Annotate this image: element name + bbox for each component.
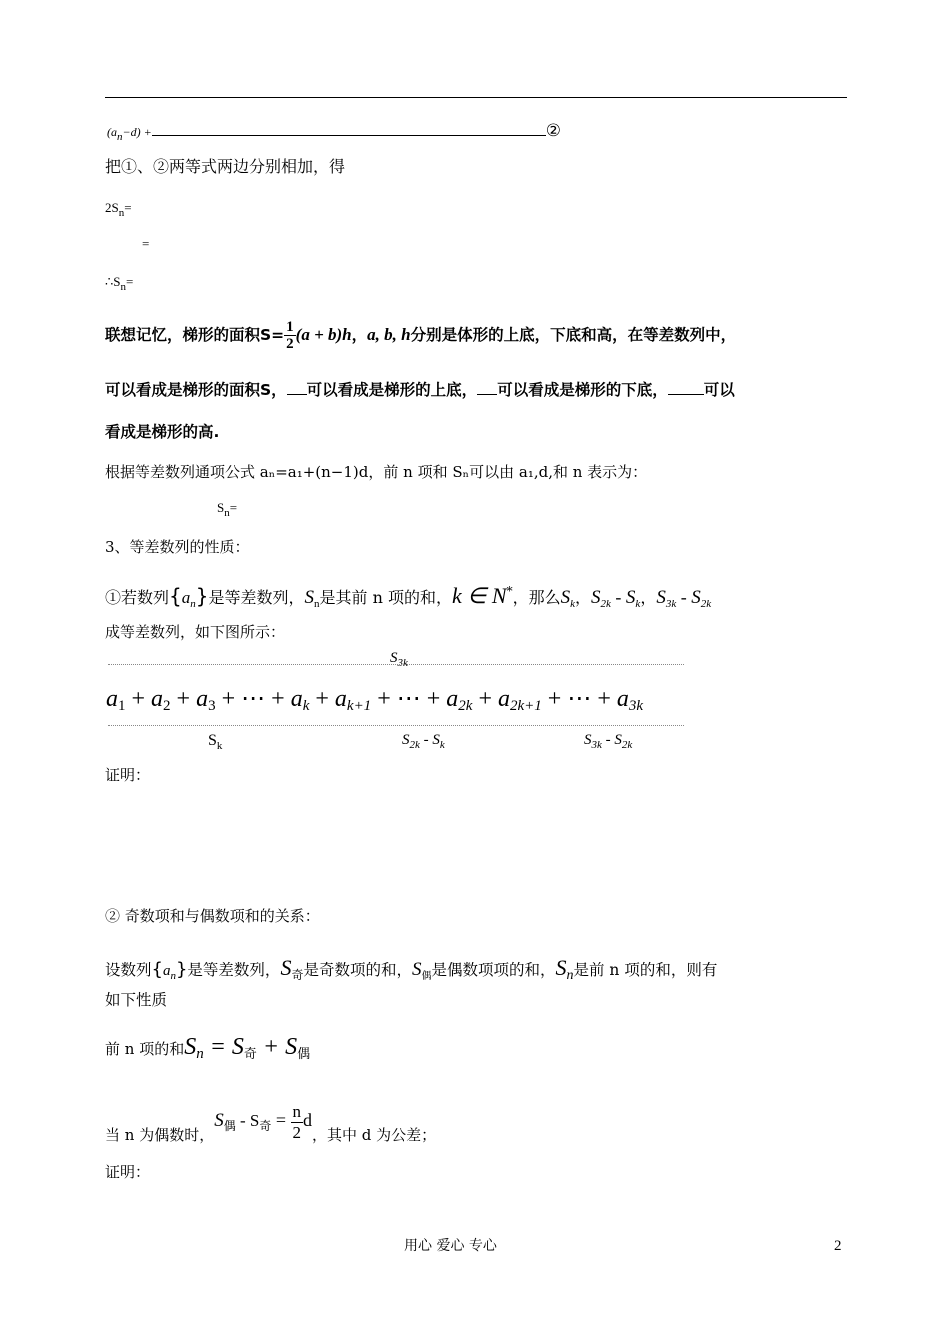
left-brace-icon: { — [169, 584, 182, 608]
n-over-2-fraction: $\frac{n}{2}$ — [292, 1101, 302, 1142]
trapezoid-analogy-line2: 可以看成是梯形的面积S， 可以看成是梯形的上底， 可以看成是梯形的下底， 可以 — [105, 381, 735, 399]
diagram-top-brace — [108, 664, 684, 674]
diagram-bottom-label-1: $S_k$ — [208, 732, 223, 752]
diagram-bottom-brace — [108, 720, 684, 726]
blank-bottom-base — [477, 381, 497, 395]
blank-underline — [152, 122, 546, 136]
blank-height — [668, 381, 704, 395]
header-rule — [105, 97, 847, 98]
right-brace-icon: } — [195, 584, 209, 608]
half-fraction: $\frac{1}{2}$ — [286, 319, 294, 352]
therefore-sn-line: $\therefore S_n=$ — [105, 274, 134, 293]
diagram-bottom-label-3: $S_{3k} - S_{2k}$ — [584, 732, 633, 751]
line-an-minus-d: $(a_n-d)$ + ② — [107, 121, 561, 143]
property-2-line2: 如下性质 — [105, 991, 168, 1009]
page-number: 2 — [834, 1238, 842, 1254]
diagram-bottom-label-2: $S_{2k} - S_k$ — [402, 732, 445, 751]
section-3-heading: 3、等差数列的性质： — [105, 538, 250, 556]
trapezoid-analogy-line1: 联想记忆，梯形的面积S= $\frac{1}{2}$ (a + b)h，a, b, h分别是体形的上底，下底和高，在等差数列中， — [105, 319, 737, 352]
property-1-line2: 成等差数列，如下图所示： — [105, 623, 286, 641]
two-sn-line: $2S_n=$ — [105, 200, 132, 219]
footer-slogan: 用心 爱心 专心 — [404, 1238, 497, 1254]
sum-relation-line: 前 n 项的和Sn = S奇 + S偶 — [105, 1034, 311, 1062]
property-2-line1: 设数列$\{a_n\}$是等差数列，$S_奇$是奇数项的和，$S_偶$是偶数项项的和，Sn是前 n 项的和，则有 — [105, 955, 718, 983]
even-difference-line: 当 n 为偶数时，$S_偶 - S_奇$ = $\frac{n}{2}$ d，其中 d 为公差； — [105, 1101, 437, 1144]
blank-top-base — [287, 381, 307, 395]
trapezoid-analogy-line3: 看成是梯形的高. — [105, 423, 220, 441]
sn-formula-line: $S_n=$ — [217, 500, 238, 519]
left-brace-icon: { — [151, 959, 163, 980]
formula-intro: 根据等差数列通项公式 aₙ=a₁+(n−1)d，前 n 项和 Sₙ可以由 a₁,d,和 n 表示为： — [105, 463, 648, 481]
add-equations-text: 把①、②两等式两边分别相加，得 — [105, 157, 346, 176]
equals-line: = — [142, 236, 150, 251]
right-brace-icon: } — [175, 959, 188, 980]
diagram-terms-row: $a_1 + a_2 + a_3$ + ⋯ + $a_k + a_{k+1}$ + ⋯ + $a_{2k} + a_{2k+1}$ + ⋯ + $a_{3k}$ — [106, 686, 644, 714]
diagram-top-label: $S_{3k}$ — [390, 650, 408, 669]
property-2-title: ② 奇数项和与偶数项和的关系： — [105, 907, 320, 925]
proof-2-label: 证明： — [105, 1163, 151, 1181]
proof-1-label: 证明： — [105, 766, 151, 784]
property-1-line: ①若数列$\{a_n\}$是等差数列，$S_n$是其前 n 项的和，k ∈ N*，那么$S_k$，$S_{2k} - S_k$，$S_{3k} - S_{2k}$ — [105, 583, 712, 610]
